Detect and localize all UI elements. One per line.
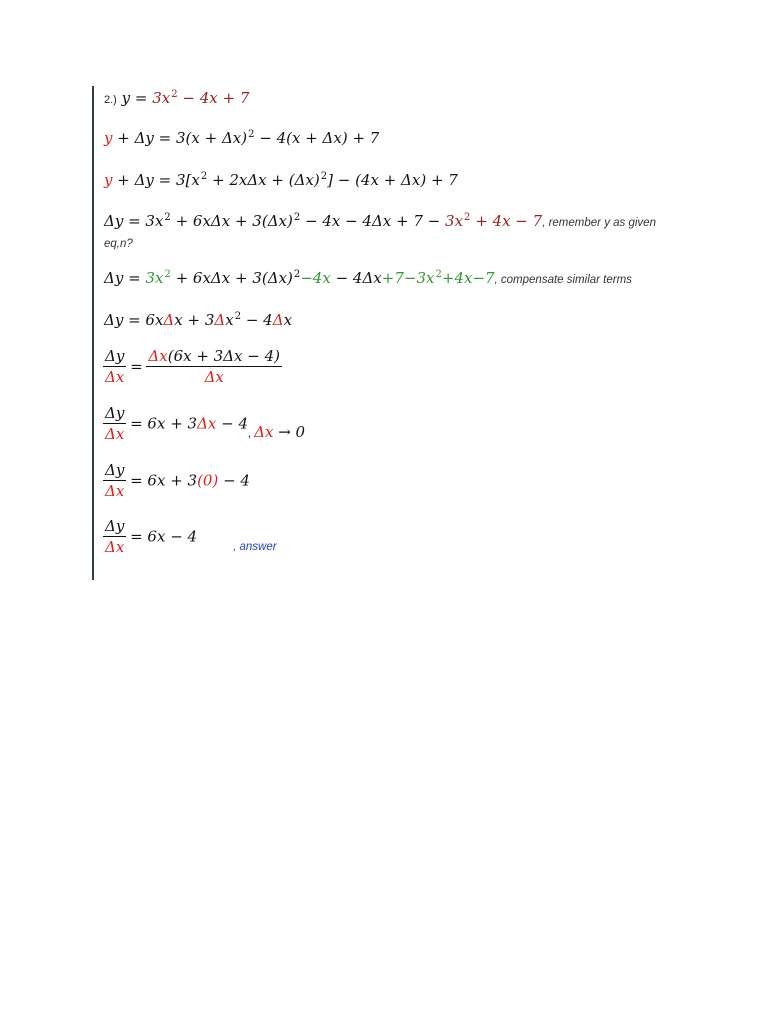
- step-4-note-c: eq,n?: [104, 238, 133, 250]
- step-6-g: Δ: [272, 311, 284, 329]
- step-3-exp-2: 2: [320, 171, 328, 182]
- step-9-a: = 6x + 3: [125, 471, 198, 490]
- step-6-exp: 2: [234, 311, 242, 322]
- step-9-lhs-num: Δy: [105, 461, 125, 479]
- step-2-a: + Δy = 3(x + Δx): [112, 129, 248, 147]
- step-5-a: Δy =: [104, 269, 146, 287]
- step-4-note-b: as given: [609, 217, 656, 229]
- step-1-lhs: y =: [121, 89, 153, 107]
- step-7-rhs-den: Δx: [146, 366, 282, 386]
- step-9-lhs-den: Δx: [103, 480, 126, 500]
- step-6-h: x: [283, 311, 293, 329]
- step-6-f: − 4: [241, 311, 273, 329]
- step-8-b: Δx: [197, 414, 217, 433]
- step-7-rhs-num-a: Δx: [148, 347, 168, 365]
- step-8-lhs-num: Δy: [105, 404, 125, 422]
- step-1: [104, 88, 249, 111]
- step-9-lhs-fraction: [104, 461, 125, 500]
- step-4-e: + 4x − 7: [470, 212, 543, 230]
- step-3: [104, 170, 458, 193]
- step-6-e: x: [225, 311, 234, 329]
- step-4-a: Δy = 3x: [104, 212, 164, 230]
- step-4-note-continued: [104, 232, 133, 254]
- step-5-note: , compensate similar terms: [494, 274, 632, 286]
- step-4-exp-3: 2: [464, 212, 471, 223]
- step-9-c: − 4: [218, 471, 250, 490]
- step-5-d: −4x: [300, 269, 331, 287]
- step-10-lhs-den: Δx: [103, 536, 126, 556]
- step-5-f: +7−3x: [381, 269, 435, 287]
- step-6-b: Δ: [163, 311, 175, 329]
- step-7-equals: =: [125, 357, 148, 376]
- step-4-c: − 4x − 4Δx + 7 −: [300, 212, 446, 230]
- step-7-lhs-den: Δx: [103, 366, 126, 386]
- step-10-lhs-fraction: [104, 517, 125, 556]
- step-4-exp-1: 2: [164, 212, 171, 223]
- step-8-c: − 4: [216, 414, 249, 433]
- step-5-g: +4x−7: [441, 269, 495, 287]
- step-4: [104, 211, 656, 234]
- step-8-lhs-den: Δx: [103, 423, 126, 443]
- step-4-note-y: y: [604, 217, 610, 229]
- step-9: [104, 461, 250, 500]
- step-3-a: + Δy = 3[x: [112, 171, 200, 189]
- step-3-b: + 2xΔx + (Δx): [207, 171, 320, 189]
- step-8-comma: ,: [248, 427, 255, 440]
- step-2: [104, 128, 379, 151]
- step-5-b: 3x: [145, 269, 164, 287]
- step-7-rhs-num-b: (6x + 3Δx − 4): [167, 347, 281, 365]
- step-5-exp-2: 2: [293, 269, 301, 280]
- step-6: [104, 310, 292, 333]
- step-5-e: − 4Δx: [330, 269, 382, 287]
- step-2-b: − 4(x + Δx) + 7: [254, 129, 380, 147]
- step-8-f: → 0: [273, 422, 306, 441]
- step-8-lhs-fraction: [104, 404, 125, 443]
- step-8-a: = 6x + 3: [125, 414, 198, 433]
- step-4-note-a: , remember: [542, 217, 605, 229]
- step-10-a: = 6x − 4: [125, 527, 198, 546]
- step-8: [104, 404, 305, 443]
- step-7-lhs-fraction: [104, 347, 125, 386]
- step-6-d: Δ: [214, 311, 226, 329]
- step-8-e: Δx: [254, 422, 274, 441]
- step-3-exp-1: 2: [200, 171, 208, 182]
- step-7-rhs-fraction: [147, 347, 281, 386]
- step-9-b: (0): [197, 471, 219, 490]
- problem-number: 2.): [104, 94, 117, 106]
- answer-note: , answer: [233, 540, 277, 553]
- step-7-lhs-num: Δy: [105, 347, 125, 365]
- step-1-exp: 2: [171, 89, 178, 100]
- step-5: [104, 268, 632, 291]
- step-2-exp: 2: [248, 129, 255, 140]
- step-4-exp-2: 2: [293, 212, 301, 223]
- step-5-exp-1: 2: [164, 269, 171, 280]
- step-5-c: + 6xΔx + 3(Δx): [170, 269, 293, 287]
- step-6-a: Δy = 6x: [104, 311, 164, 329]
- step-3-c: ] − (4x + Δx) + 7: [327, 171, 458, 189]
- step-1-term-a: 3x: [152, 89, 171, 107]
- step-10-lhs-num: Δy: [105, 517, 125, 535]
- left-margin-rule: [92, 86, 94, 580]
- step-7: [104, 347, 281, 386]
- step-1-term-b: − 4x + 7: [177, 89, 250, 107]
- step-6-c: x + 3: [174, 311, 215, 329]
- step-5-exp-3: 2: [435, 269, 442, 280]
- step-10: [104, 517, 277, 556]
- step-4-d: 3x: [445, 212, 464, 230]
- step-4-b: + 6xΔx + 3(Δx): [170, 212, 293, 230]
- step-3-y: y: [104, 171, 113, 189]
- step-2-y: y: [104, 129, 113, 147]
